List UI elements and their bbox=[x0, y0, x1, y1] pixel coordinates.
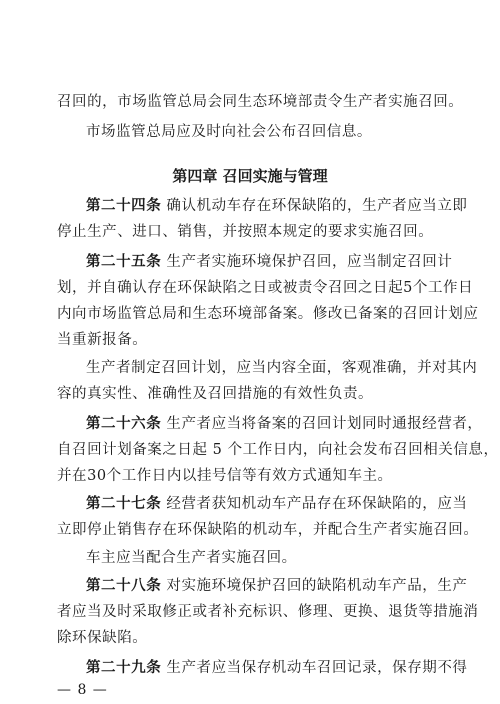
paragraph-line: 生产者制定召回计划，应当内容全面，客观准确，并对其内 bbox=[86, 360, 478, 376]
paragraph-line: 自召回计划备案之日起 5 个工作日内，向社会发布召回相关信息， bbox=[57, 442, 499, 458]
paragraph-line: 车主应当配合生产者实施召回。 bbox=[86, 550, 297, 566]
article-title: 第二十八条 bbox=[86, 577, 162, 594]
paragraph-line: 当重新报备。 bbox=[57, 332, 148, 348]
paragraph-line: 划，并自确认存在环保缺陷之日或被责令召回之日起5个工作日 bbox=[57, 280, 474, 296]
article-title: 第二十六条 bbox=[86, 415, 162, 432]
article-title: 第二十九条 bbox=[86, 659, 162, 676]
article-text: 对实施环境保护召回的缺陷机动车产品，生产 bbox=[166, 578, 468, 594]
article-text: 生产者应当将备案的召回计划同时通报经营者， bbox=[166, 416, 483, 432]
paragraph-line: 并在30个工作日内以挂号信等有效方式通知车主。 bbox=[57, 468, 393, 484]
article-text: 生产者实施环境保护召回，应当制定召回计 bbox=[166, 254, 453, 270]
article-title: 第二十四条 bbox=[86, 197, 162, 214]
article-24-line-1 bbox=[86, 196, 468, 216]
paragraph-line: 召回的，市场监管总局会同生态环境部责令生产者实施召回。 bbox=[57, 94, 464, 110]
article-25-line-1 bbox=[86, 252, 453, 272]
paragraph-line: 者应当及时采取修正或者补充标识、修理、更换、退货等措施消 bbox=[57, 604, 479, 620]
article-text: 确认机动车存在环保缺陷的，生产者应当立即 bbox=[166, 198, 468, 214]
article-26-line-1 bbox=[86, 414, 483, 434]
article-text: 经营者获知机动车产品存在环保缺陷的，应当 bbox=[166, 496, 468, 512]
paragraph-line: 立即停止销售存在环保缺陷的机动车，并配合生产者实施召回。 bbox=[57, 522, 479, 538]
paragraph-line: 市场监管总局应及时向社会公布召回信息。 bbox=[86, 124, 372, 140]
paragraph-line: 停止生产、进口、销售，并按照本规定的要求实施召回。 bbox=[57, 224, 434, 240]
article-28-line-1 bbox=[86, 576, 468, 596]
article-27-line-1 bbox=[86, 494, 468, 514]
page-number: — 8 — bbox=[57, 682, 108, 698]
article-29-line-1 bbox=[86, 658, 468, 678]
paragraph-line: 内向市场监管总局和生态环境部备案。修改已备案的召回计划应 bbox=[57, 306, 479, 322]
paragraph-line: 除环保缺陷。 bbox=[57, 630, 148, 646]
article-title: 第二十五条 bbox=[86, 253, 162, 270]
article-text: 生产者应当保存机动车召回记录，保存期不得 bbox=[166, 660, 468, 676]
chapter-heading: 第四章 召回实施与管理 bbox=[172, 167, 328, 185]
article-title: 第二十七条 bbox=[86, 495, 162, 512]
paragraph-line: 容的真实性、准确性及召回措施的有效性负责。 bbox=[57, 386, 374, 402]
